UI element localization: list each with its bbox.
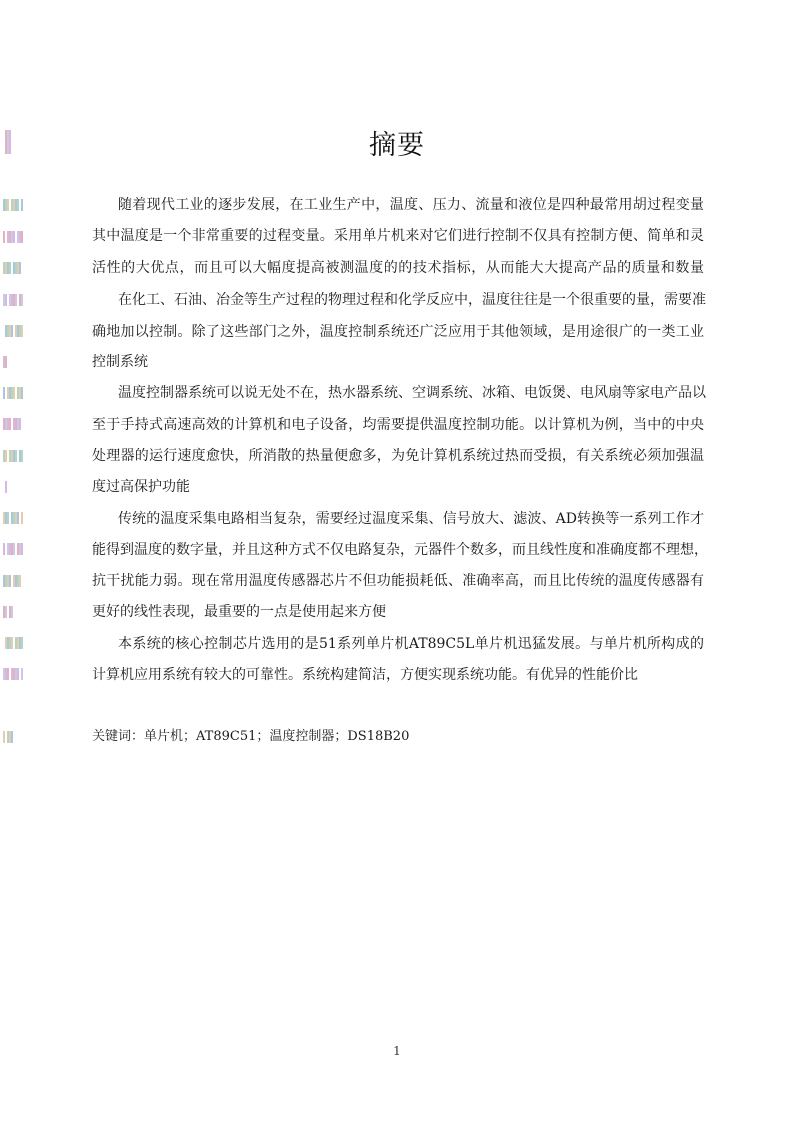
artifact-pixel	[21, 668, 23, 680]
artifact-pixel	[21, 387, 23, 399]
artifact-pixel	[21, 294, 23, 306]
artifact-pixel	[7, 668, 9, 680]
margin-artifact	[3, 543, 23, 555]
artifact-pixel	[5, 481, 7, 493]
margin-artifact	[3, 450, 23, 462]
artifact-pixel	[3, 543, 5, 555]
artifact-pixel	[3, 731, 5, 743]
paragraph-3-line-3: 处理器的运行速度愈快，所消散的热量便愈多，为免计算机系统过热而受损，有关系统必须加强温	[92, 448, 704, 464]
artifact-pixel	[19, 575, 21, 587]
artifact-pixel	[21, 637, 23, 649]
margin-artifact	[3, 606, 13, 618]
artifact-pixel	[15, 294, 17, 306]
artifact-pixel	[19, 418, 21, 430]
margin-artifact	[3, 575, 23, 587]
artifact-pixel	[3, 387, 5, 399]
paragraph-1-line-2: 其中温度是一个非常重要的过程变量。采用单片机来对它们进行控制不仅具有控制方便、简单和灵	[92, 228, 704, 244]
margin-artifact	[3, 231, 23, 243]
artifact-pixel	[17, 512, 19, 524]
margin-artifact	[3, 418, 23, 430]
paragraph-1-line-3: 活性的大优点，而且可以大幅度提高被测温度的的技术指标，从而能大大提高产品的质量和数量	[92, 260, 704, 276]
margin-artifact	[3, 481, 7, 493]
artifact-pixel	[5, 356, 7, 368]
paragraph-3-line-4: 度过高保护功能	[92, 479, 190, 495]
artifact-pixel	[11, 637, 13, 649]
keywords: 关键词：单片机；AT89C51；温度控制器；DS18B20	[92, 729, 410, 744]
margin-artifact	[3, 356, 7, 368]
page-title: 摘要	[369, 130, 425, 161]
margin-artifact	[3, 294, 23, 306]
margin-artifact	[3, 512, 23, 524]
artifact-pixel	[19, 262, 21, 274]
paragraph-2-line-3: 控制系统	[92, 354, 148, 370]
paragraph-2-line-2: 确地加以控制。除了这些部门之外，温度控制系统还广泛应用于其他领域，是用途很广的一类工业	[92, 324, 704, 340]
margin-artifact	[3, 731, 13, 743]
margin-artifact	[3, 668, 23, 680]
artifact-pixel	[21, 512, 23, 524]
paragraph-3-line-1: 温度控制器系统可以说无处不在，热水器系统、空调系统、冰箱、电饭煲、电风扇等家电产品以	[118, 385, 706, 401]
artifact-pixel	[21, 450, 23, 462]
artifact-pixel	[5, 606, 7, 618]
artifact-pixel	[5, 450, 7, 462]
artifact-pixel	[9, 262, 11, 274]
artifact-pixel	[7, 199, 9, 211]
artifact-pixel	[21, 231, 23, 243]
artifact-pixel	[17, 668, 19, 680]
paragraph-5-line-1: 本系统的核心控制芯片选用的是51系列单片机AT89C5L单片机迅猛发展。与单片机所构成的	[118, 636, 704, 652]
artifact-pixel	[13, 387, 15, 399]
artifact-pixel	[17, 199, 19, 211]
paragraph-2-line-1: 在化工、石油、冶金等生产过程的物理过程和化学反应中，温度往往是一个很重要的量，需要准	[118, 292, 706, 308]
paragraph-3-line-2: 至于手持式高速高效的计算机和电子设备，均需要提供温度控制功能。以计算机为例，当中的中央	[92, 417, 704, 433]
margin-artifact	[3, 262, 23, 274]
paragraph-4-line-3: 抗干扰能力弱。现在常用温度传感器芯片不但功能损耗低、准确率高，而且比传统的温度传感器有	[92, 573, 704, 589]
artifact-pixel	[21, 199, 23, 211]
artifact-pixel	[9, 130, 11, 154]
artifact-pixel	[21, 543, 23, 555]
margin-artifact	[3, 637, 23, 649]
paragraph-5-line-2: 计算机应用系统有较大的可靠性。系统构建简洁，方便实现系统功能。有优异的性能价比	[92, 667, 638, 683]
artifact-pixel	[9, 575, 11, 587]
paragraph-4-line-2: 能得到温度的数字量，并且这种方式不仅电路复杂，元器件个数多，而且线性度和准确度都不理想，	[92, 542, 708, 558]
page-number: 1	[393, 1044, 401, 1058]
margin-artifact	[3, 130, 11, 154]
artifact-pixel	[9, 418, 11, 430]
artifact-pixel	[15, 450, 17, 462]
artifact-pixel	[11, 325, 13, 337]
artifact-pixel	[13, 231, 15, 243]
artifact-pixel	[13, 543, 15, 555]
artifact-pixel	[11, 731, 13, 743]
margin-artifact	[3, 325, 23, 337]
artifact-pixel	[21, 325, 23, 337]
paragraph-4-line-4: 更好的线性表现，最重要的一点是使用起来方便	[92, 604, 386, 620]
margin-artifact	[3, 387, 23, 399]
artifact-pixel	[5, 294, 7, 306]
artifact-pixel	[11, 606, 13, 618]
paragraph-1-line-1: 随着现代工业的逐步发展，在工业生产中，温度、压力、流量和液位是四种最常用胡过程变量	[118, 197, 704, 213]
margin-artifact	[3, 199, 23, 211]
paragraph-4-line-1: 传统的温度采集电路相当复杂，需要经过温度采集、信号放大、滤波、AD转换等一系列工作才	[118, 511, 704, 527]
artifact-pixel	[3, 231, 5, 243]
artifact-pixel	[7, 512, 9, 524]
